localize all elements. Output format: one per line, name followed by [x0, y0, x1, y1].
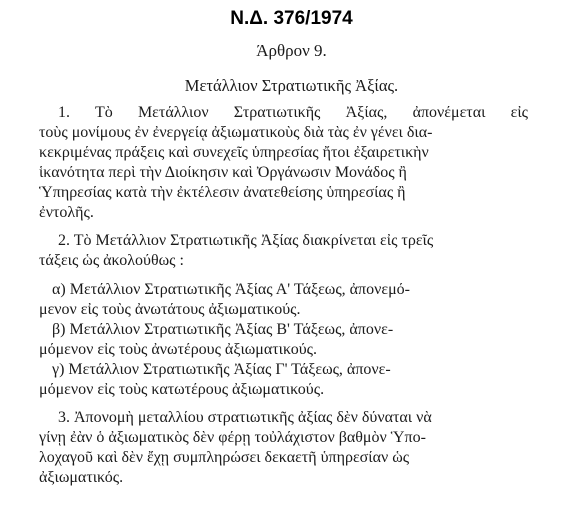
- paragraph-1-line-1: 1. Τὸ Μετάλλιον Στρατιωτικῆς Ἀξίας, ἀπονέμεται εἰς: [58, 104, 528, 121]
- paragraph-3-line-3: λοχαγοῦ καὶ δὲν ἔχῃ συμπληρώσει δεκαετῆ ὑπηρεσίαν ὡς: [39, 449, 410, 466]
- paragraph-3-line-1: 3. Ἀπονομὴ μεταλλίου στρατιωτικῆς ἀξίας δὲν δύναται νὰ: [58, 409, 432, 426]
- class-a-line-1: α) Μετάλλιον Στρατιωτικῆς Ἀξίας Α' Τάξεως, ἀπονεμό-: [52, 281, 410, 298]
- class-b-line-1: β) Μετάλλιον Στρατιωτικῆς Ἀξίας Β' Τάξεως, ἀπονε-: [52, 321, 394, 338]
- paragraph-1-line-3: κεκριμένας πράξεις καὶ συνεχεῖς ὑπηρεσίας ἤτοι ἐξαιρετικὴν: [39, 144, 429, 161]
- paragraph-1-line-4: ἱκανότητα περὶ τὴν Διοίκησιν καὶ Ὀργάνωσιν Μονάδος ἢ: [39, 164, 407, 181]
- class-a-line-2: μενον εἰς τοὺς ἀνωτάτους ἀξιωματικούς.: [39, 301, 301, 318]
- article-heading: Άρθρον 9.: [256, 41, 327, 60]
- paragraph-2-line-2: τάξεις ὡς ἀκολούθως :: [39, 252, 184, 269]
- paragraph-2-line-1: 2. Τὸ Μετάλλιον Στρατιωτικῆς Ἀξίας διακρίνεται εἰς τρεῖς: [58, 232, 434, 249]
- paragraph-3-line-2: γίνῃ ἐὰν ὁ ἀξιωματικὸς δὲν φέρῃ τοὐλάχιστον βαθμὸν Ὑπο-: [39, 429, 426, 446]
- class-c-line-2: μόμενον εἰς τοὺς κατωτέρους ἀξιωματικούς.: [39, 381, 325, 398]
- paragraph-1-line-5: Ὑπηρεσίας κατὰ τὴν ἐκτέλεσιν ἀνατεθείσης ὑπηρεσίας ἢ: [39, 184, 406, 201]
- class-c-line-1: γ) Μετάλλιον Στρατιωτικῆς Ἀξίας Γ' Τάξεως, ἀπονε-: [52, 361, 391, 378]
- law-title: Ν.Δ. 376/1974: [230, 8, 353, 29]
- paragraph-3-line-4: ἀξιωματικός.: [39, 469, 124, 486]
- paragraph-1-line-6: ἐντολῆς.: [39, 204, 94, 221]
- paragraph-1-line-2: τοὺς μονίμους ἐν ἐνεργείᾳ ἀξιωματικοὺς διὰ τὰς ἐν γένει δια-: [39, 124, 433, 141]
- class-b-line-2: μόμενον εἰς τοὺς ἀνωτέρους ἀξιωματικούς.: [39, 341, 317, 358]
- section-title: Μετάλλιον Στρατιωτικῆς Ἀξίας.: [184, 76, 399, 95]
